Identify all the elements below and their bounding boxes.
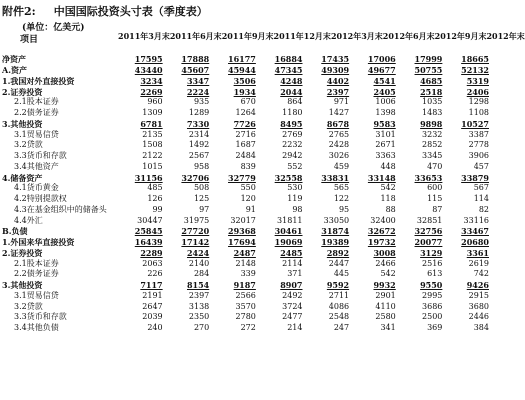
table-row [0, 280, 492, 291]
table-cell: 6781 [140, 118, 163, 129]
table-cell: 29368 [228, 226, 256, 237]
table-cell: 1508 [142, 140, 163, 150]
table-cell: 445 [333, 269, 350, 279]
table-cell: 214 [287, 323, 303, 333]
table-cell: 97 [199, 204, 210, 214]
table-cell: 1289 [188, 108, 210, 118]
row-label: 2.证券投资 [2, 247, 43, 258]
table-cell: 19732 [367, 237, 396, 248]
table-cell: 52132 [461, 65, 489, 76]
table-cell: 2044 [280, 86, 303, 97]
table-cell: 284 [193, 269, 210, 279]
table-cell: 17888 [181, 54, 210, 65]
table-cell: 18665 [461, 54, 489, 65]
table-cell: 1035 [422, 97, 443, 107]
table-cell: 2780 [235, 312, 256, 322]
table-cell: 3361 [466, 247, 489, 258]
table-cell: 27720 [181, 226, 210, 237]
table-cell: 2492 [282, 290, 303, 300]
period-header: 2012年6月末 [382, 31, 435, 41]
table-cell: 33050 [323, 215, 350, 225]
table-cell: 1934 [233, 86, 256, 97]
table-cell: 33116 [463, 215, 489, 225]
table-cell: 2039 [142, 312, 163, 322]
table-cell: 91 [245, 204, 256, 214]
table-cell: 7330 [186, 118, 210, 129]
table-cell: 9550 [420, 280, 443, 291]
table-cell: 369 [427, 323, 443, 333]
table-cell: 32558 [274, 172, 303, 183]
period-header: 2012年9月末 [434, 31, 487, 41]
table-cell: 1492 [188, 140, 210, 150]
table-cell: 2485 [280, 247, 303, 258]
table-cell: 2135 [142, 129, 163, 139]
table-cell: 30447 [137, 215, 163, 225]
table-cell: 7726 [233, 118, 256, 129]
table-cell: 2647 [142, 301, 163, 311]
table-cell: 19069 [274, 237, 303, 248]
table-cell: 240 [147, 323, 163, 333]
table-cell: 839 [240, 161, 256, 171]
table-cell: 1309 [142, 108, 163, 118]
table-row [0, 194, 492, 205]
period-header: 2011年3月末 [118, 31, 170, 41]
table-cell: 17006 [367, 54, 396, 65]
table-row [0, 312, 492, 323]
row-label: 2.2债务证券 [14, 108, 59, 118]
row-label: 2.2债务证券 [14, 269, 59, 279]
table-cell: 126 [147, 194, 163, 204]
table-cell: 32017 [230, 215, 256, 225]
table-cell: 384 [473, 323, 489, 333]
row-label: B.负债 [2, 226, 28, 237]
table-cell: 2289 [140, 247, 163, 258]
table-cell: 2580 [375, 312, 396, 322]
table-cell: 49677 [367, 65, 396, 76]
table-cell: 485 [147, 183, 163, 193]
table-cell: 16177 [228, 54, 256, 65]
row-label: 4.2特别提款权 [14, 194, 67, 204]
table-cell: 16884 [274, 54, 303, 65]
table-row [0, 65, 492, 76]
table-cell: 33653 [414, 172, 443, 183]
table-cell: 2269 [140, 86, 163, 97]
table-row [0, 76, 492, 87]
table-row [0, 215, 492, 226]
table-cell: 119 [287, 194, 303, 204]
period-header: 2012年末 [486, 31, 525, 41]
table-cell: 4110 [375, 301, 396, 311]
table-cell: 2397 [188, 290, 210, 300]
table-cell: 1427 [328, 108, 350, 118]
table-cell: 2122 [142, 151, 163, 161]
table-cell: 122 [333, 194, 350, 204]
table-cell: 2466 [375, 258, 396, 268]
table-cell: 3724 [282, 301, 303, 311]
table-row [0, 86, 492, 97]
table-cell: 371 [287, 269, 303, 279]
table-cell: 50755 [414, 65, 443, 76]
table-cell: 2148 [235, 258, 256, 268]
table-cell: 25845 [134, 226, 163, 237]
row-label: 3.3货币和存款 [14, 151, 67, 161]
table-cell: 2484 [235, 151, 256, 161]
table-cell: 5319 [466, 75, 489, 86]
table-cell: 3138 [188, 301, 210, 311]
table-row [0, 226, 492, 237]
table-cell: 33467 [461, 226, 489, 237]
table-row [0, 301, 492, 312]
table-cell: 9898 [420, 118, 443, 129]
table-cell: 3101 [375, 129, 396, 139]
position-table [0, 54, 492, 334]
table-cell: 2518 [420, 86, 443, 97]
table-cell: 3906 [468, 151, 489, 161]
table-cell: 20680 [461, 237, 489, 248]
table-cell: 114 [473, 194, 489, 204]
row-label: 3.1贸易信贷 [14, 290, 59, 300]
table-cell: 32779 [228, 172, 256, 183]
row-label: 2.1股本证券 [14, 258, 59, 268]
row-label: 净资产 [2, 54, 26, 65]
table-cell: 542 [380, 183, 396, 193]
table-cell: 2892 [326, 247, 350, 258]
table-cell: 459 [333, 161, 350, 171]
row-label: 3.4其他负债 [14, 323, 59, 333]
table-cell: 120 [240, 194, 256, 204]
table-cell: 2567 [188, 151, 210, 161]
period-header-row [118, 31, 525, 45]
table-row [0, 172, 492, 183]
table-cell: 2995 [422, 290, 443, 300]
table-cell: 31874 [321, 226, 350, 237]
table-cell: 88 [385, 204, 396, 214]
table-cell: 20077 [414, 237, 443, 248]
table-cell: 19389 [321, 237, 350, 248]
table-cell: 87 [432, 204, 443, 214]
table-cell: 1483 [422, 108, 443, 118]
table-cell: 17694 [228, 237, 256, 248]
row-label: 3.1贸易信贷 [14, 129, 59, 139]
unit-note: (单位：亿美元) [22, 23, 85, 33]
table-cell: 508 [193, 183, 210, 193]
table-cell: 2140 [188, 258, 210, 268]
item-column-header: 项目 [20, 35, 39, 45]
table-cell: 3506 [233, 75, 256, 86]
table-row [0, 162, 492, 173]
table-cell: 17435 [321, 54, 350, 65]
table-cell: 2477 [282, 312, 303, 322]
table-cell: 125 [193, 194, 210, 204]
table-cell: 2500 [422, 312, 443, 322]
table-cell: 33879 [461, 172, 489, 183]
table-cell: 8907 [280, 280, 303, 291]
table-cell: 3232 [422, 129, 443, 139]
table-cell: 4541 [373, 75, 396, 86]
table-cell: 32851 [416, 215, 443, 225]
table-cell: 32706 [181, 172, 210, 183]
annex-label: 附件2: [2, 5, 36, 18]
table-cell: 272 [240, 323, 256, 333]
table-cell: 2548 [328, 312, 350, 322]
table-cell: 226 [147, 269, 163, 279]
table-cell: 49309 [321, 65, 350, 76]
table-cell: 33148 [367, 172, 396, 183]
table-cell: 16439 [134, 237, 163, 248]
table-cell: 341 [380, 323, 396, 333]
table-cell: 32672 [367, 226, 396, 237]
table-cell: 43440 [134, 65, 163, 76]
row-label: 4.储备资产 [2, 172, 43, 183]
table-cell: 1687 [235, 140, 256, 150]
table-cell: 47345 [274, 65, 303, 76]
table-cell: 4086 [328, 301, 350, 311]
table-cell: 542 [380, 269, 396, 279]
table-cell: 935 [193, 97, 210, 107]
table-cell: 30461 [274, 226, 303, 237]
table-cell: 17595 [134, 54, 163, 65]
table-row [0, 97, 492, 108]
table-cell: 2406 [466, 86, 489, 97]
table-cell: 3008 [373, 247, 396, 258]
table-cell: 3387 [468, 129, 489, 139]
table-cell: 115 [427, 194, 443, 204]
table-cell: 99 [152, 204, 163, 214]
row-label: 3.其他投资 [2, 118, 43, 129]
table-cell: 2901 [375, 290, 396, 300]
table-cell: 670 [240, 97, 256, 107]
table-cell: 339 [240, 269, 256, 279]
table-cell: 1015 [142, 161, 163, 171]
table-cell: 448 [380, 161, 396, 171]
row-label: 4.4外汇 [14, 215, 43, 225]
table-cell: 10527 [461, 118, 489, 129]
table-cell: 457 [473, 161, 489, 171]
table-cell: 95 [338, 204, 350, 214]
table-cell: 2671 [375, 140, 396, 150]
period-header: 2012年3月末 [330, 31, 383, 41]
table-cell: 2487 [233, 247, 256, 258]
table-cell: 32756 [414, 226, 443, 237]
table-cell: 4248 [280, 75, 303, 86]
document-title [2, 3, 208, 19]
table-cell: 958 [193, 161, 210, 171]
table-row [0, 269, 492, 280]
table-row [0, 258, 492, 269]
row-label: 1.我国对外直接投资 [2, 75, 75, 86]
table-title: 中国国际投资头寸表（季度表） [53, 5, 208, 18]
table-cell: 2716 [235, 129, 256, 139]
table-cell: 3570 [235, 301, 256, 311]
table-cell: 2063 [142, 258, 163, 268]
row-label: 3.2贷款 [14, 140, 43, 150]
table-cell: 3347 [186, 75, 210, 86]
table-cell: 9426 [466, 280, 489, 291]
table-cell: 3686 [422, 301, 443, 311]
table-cell: 2424 [186, 247, 210, 258]
table-row [0, 248, 492, 259]
table-cell: 550 [240, 183, 256, 193]
table-row [0, 183, 492, 194]
table-cell: 7117 [140, 280, 163, 291]
table-row [0, 323, 492, 334]
row-label: 4.1货币黄金 [14, 183, 59, 193]
table-cell: 742 [473, 269, 489, 279]
table-row [0, 205, 492, 216]
table-cell: 530 [287, 183, 303, 193]
table-cell: 8678 [326, 118, 350, 129]
table-cell: 552 [287, 161, 303, 171]
table-cell: 9932 [373, 280, 396, 291]
table-cell: 2350 [188, 312, 210, 322]
table-cell: 9583 [373, 118, 396, 129]
period-header: 2011年12月末 [273, 31, 331, 41]
table-cell: 17142 [181, 237, 210, 248]
table-cell: 567 [473, 183, 489, 193]
table-cell: 17999 [414, 54, 443, 65]
table-cell: 1006 [375, 97, 396, 107]
table-cell: 31975 [183, 215, 210, 225]
table-cell: 82 [478, 204, 489, 214]
table-cell: 2942 [282, 151, 303, 161]
table-cell: 33831 [321, 172, 350, 183]
table-cell: 864 [287, 97, 303, 107]
table-cell: 45944 [228, 65, 256, 76]
table-cell: 45607 [181, 65, 210, 76]
row-label: A.资产 [2, 65, 27, 76]
table-cell: 118 [380, 194, 396, 204]
table-cell: 8154 [186, 280, 210, 291]
table-cell: 2314 [188, 129, 210, 139]
table-row [0, 291, 492, 302]
period-header: 2011年6月末 [169, 31, 222, 41]
table-cell: 1108 [468, 108, 489, 118]
table-cell: 4402 [326, 75, 350, 86]
table-row [0, 129, 492, 140]
table-cell: 1180 [282, 108, 303, 118]
table-cell: 98 [292, 204, 303, 214]
row-label: 3.4其他资产 [14, 161, 59, 171]
table-cell: 2915 [468, 290, 489, 300]
table-cell: 2446 [468, 312, 489, 322]
table-cell: 247 [333, 323, 350, 333]
table-cell: 960 [147, 97, 163, 107]
row-label: 1.外国来华直接投资 [2, 237, 75, 248]
table-cell: 2397 [326, 86, 350, 97]
table-cell: 2765 [328, 129, 350, 139]
table-cell: 31156 [134, 172, 163, 183]
row-label: 3.2贷款 [14, 301, 43, 311]
table-cell: 2566 [235, 290, 256, 300]
table-cell: 470 [427, 161, 443, 171]
period-header: 2011年9月末 [221, 31, 274, 41]
row-label: 3.其他投资 [2, 280, 43, 291]
row-label: 4.3在基金组织中的储备头 [14, 204, 107, 214]
row-label: 3.3货币和存款 [14, 312, 67, 322]
table-cell: 3129 [420, 247, 443, 258]
table-cell: 2428 [328, 140, 350, 150]
table-cell: 2224 [186, 86, 210, 97]
table-cell: 32400 [370, 215, 396, 225]
table-cell: 8495 [280, 118, 303, 129]
table-row [0, 119, 492, 130]
table-cell: 2769 [282, 129, 303, 139]
table-cell: 2114 [282, 258, 303, 268]
table-cell: 565 [333, 183, 350, 193]
table-cell: 2778 [468, 140, 489, 150]
table-cell: 3026 [328, 151, 350, 161]
table-cell: 3363 [375, 151, 396, 161]
table-cell: 1398 [375, 108, 396, 118]
table-cell: 1298 [468, 97, 489, 107]
table-cell: 9592 [326, 280, 350, 291]
table-cell: 1264 [235, 108, 256, 118]
row-label: 2.1股本证券 [14, 97, 59, 107]
table-cell: 971 [333, 97, 350, 107]
table-cell: 31811 [277, 215, 303, 225]
table-row [0, 237, 492, 248]
row-label: 2.证券投资 [2, 86, 43, 97]
table-row [0, 140, 492, 151]
table-cell: 3345 [422, 151, 443, 161]
table-cell: 3234 [140, 75, 163, 86]
table-cell: 4685 [420, 75, 443, 86]
table-cell: 2232 [282, 140, 303, 150]
table-row [0, 151, 492, 162]
table-cell: 2711 [328, 290, 350, 300]
table-cell: 2405 [373, 86, 396, 97]
table-cell: 2191 [142, 290, 163, 300]
table-cell: 2516 [422, 258, 443, 268]
table-cell: 2852 [422, 140, 443, 150]
table-cell: 600 [427, 183, 443, 193]
table-cell: 9187 [233, 280, 256, 291]
table-cell: 270 [193, 323, 210, 333]
table-row [0, 108, 492, 119]
table-cell: 3680 [468, 301, 489, 311]
table-cell: 613 [427, 269, 443, 279]
table-row [0, 54, 492, 65]
table-cell: 2447 [328, 258, 350, 268]
table-cell: 2619 [468, 258, 489, 268]
